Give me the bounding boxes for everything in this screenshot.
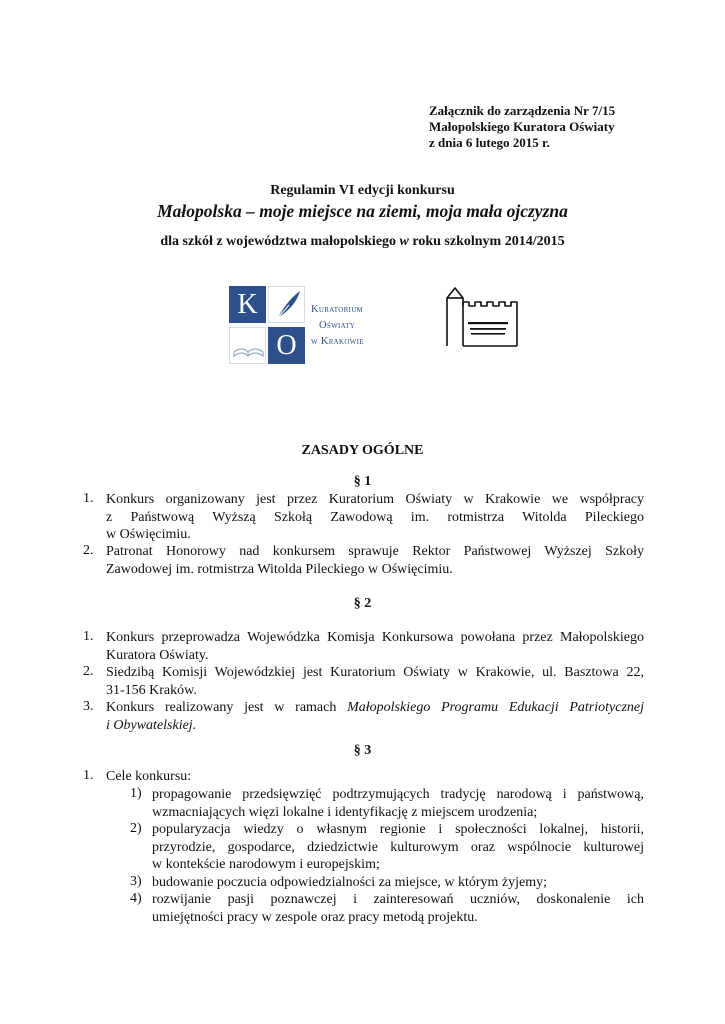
pwsz-text-line-3 [471, 333, 505, 335]
p2-item-2-line-2: 31-156 Kraków. [106, 682, 197, 698]
p1-item-2 [106, 543, 644, 578]
regulation-title: Regulamin VI edycji konkursu [270, 183, 455, 198]
p2-item-1-line-1: Konkurs przeprowadza Wojewódzka Komisja Konkursowa powołana przez Małopolskiego [106, 630, 644, 645]
p1-item-1-line-3: w Oświęcimiu. [106, 527, 191, 543]
program-name-part-1: Małopolskiego Programu Edukacji Patriotycznej [347, 700, 645, 715]
goal-4-line-2: umiejętności pracy w zespole oraz pracy metodą projektu. [152, 909, 478, 925]
p1-item-2-number: 2. [83, 543, 94, 558]
audience-text-w: w [399, 234, 409, 249]
quill-icon [268, 286, 305, 323]
goal-2-line-1: popularyzacja wiedzy o własnym regionie i społeczności lokalnej, historii, [152, 822, 644, 837]
goal-2-line-2: przyrodzie, gospodarce, dziedzictwie kulturowym oraz wspólnocie kulturowej [152, 839, 644, 855]
kuratorium-logo [229, 286, 379, 368]
pwsz-text-line-1 [468, 322, 508, 324]
goal-1-number: 1) [130, 786, 142, 801]
paragraph-3-heading: § 3 [353, 743, 372, 758]
goal-4-number: 4) [130, 891, 142, 906]
goal-4 [152, 891, 644, 926]
goal-3 [152, 874, 644, 892]
annex-line-1: Załącznik do zarządzenia Nr 7/15 [429, 103, 616, 118]
goal-2-line-3: w kontekście narodowym i europejskim; [152, 857, 380, 873]
p2-item-1-number: 1. [83, 629, 94, 644]
goal-2 [152, 821, 644, 874]
logo-text-line-2: Oświaty [319, 320, 356, 331]
pwsz-text-line-2 [470, 328, 506, 330]
paragraph-1-heading: § 1 [353, 474, 372, 489]
audience-text-a: dla szkół z województwa małopolskiego [160, 234, 400, 249]
program-name-part-2: i Obywatelskiej. [106, 717, 197, 733]
goal-1-line-2: wzmacniających więzi lokalne i identyfikację z miejscem urodzenia; [152, 804, 538, 820]
goal-4-line-1: rozwijanie pasji poznawczej i zainteresowań uczniów, doskonalenie ich [152, 892, 644, 907]
p1-item-2-line-1: Patronat Honorowy nad konkursem sprawuje Rektor Państwowej Wyższej Szkoły [106, 544, 644, 559]
goal-1-line-1: propagowanie przedsięwzięć podtrzymujących tradycję narodową i państwową, [152, 787, 644, 802]
p1-item-2-line-2: Zawodowej im. rotmistrza Witolda Pileckiego w Oświęcimiu. [106, 561, 453, 577]
contest-name: Małopolska – moje miejsce na ziemi, moja mała ojczyzna [157, 201, 568, 221]
p2-item-3 [106, 699, 644, 734]
goal-3-line-1: budowanie poczucia odpowiedzialności za miejsce, w którym żyjemy; [152, 875, 547, 890]
p1-item-1-number: 1. [83, 491, 94, 506]
p2-item-1-line-2: Kuratora Oświaty. [106, 647, 209, 663]
p2-item-3-text: Konkurs realizowany jest w ramach [106, 700, 348, 715]
p2-item-3-number: 3. [83, 699, 94, 714]
p2-item-3-line-1 [106, 699, 644, 717]
p3-item-1: Cele konkursu: [106, 769, 192, 784]
p2-item-1 [106, 629, 644, 664]
p2-item-2-line-1: Siedzibą Komisji Wojewódzkiej jest Kuratorium Oświaty w Krakowie, ul. Basztowa 22, [106, 665, 644, 680]
goal-3-number: 3) [130, 874, 142, 889]
contest-audience [0, 234, 725, 250]
p1-item-1-line-1: Konkurs organizowany jest przez Kuratorium Oświaty w Krakowie we współpracy [106, 492, 644, 507]
paragraph-2-heading: § 2 [353, 596, 372, 611]
audience-text-b: roku szkolnym 2014/2015 [408, 234, 565, 249]
logo-o-square: O [268, 327, 305, 364]
kuratorium-logo-text [311, 302, 364, 350]
annex-line-3: z dnia 6 lutego 2015 r. [429, 135, 550, 150]
book-icon [229, 327, 266, 364]
general-rules-heading: ZASADY OGÓLNE [301, 443, 424, 458]
goal-2-number: 2) [130, 821, 142, 836]
logo-k-square: K [229, 286, 266, 323]
p2-item-2-number: 2. [83, 664, 94, 679]
p1-item-1 [106, 491, 644, 544]
annex-line-2: Małopolskiego Kuratora Oświaty [429, 119, 615, 134]
goal-1 [152, 786, 644, 821]
p1-item-1-line-2: z Państwową Wyższą Szkołą Zawodową im. rotmistrza Witolda Pileckiego [106, 509, 644, 525]
logo-text-line-1: Kuratorium [311, 304, 364, 315]
p3-item-1-number: 1. [83, 768, 94, 783]
annex-note [429, 103, 615, 151]
p2-item-2 [106, 664, 644, 699]
logo-text-line-3: w Krakowie [311, 336, 364, 347]
pwsz-logo [441, 284, 521, 350]
